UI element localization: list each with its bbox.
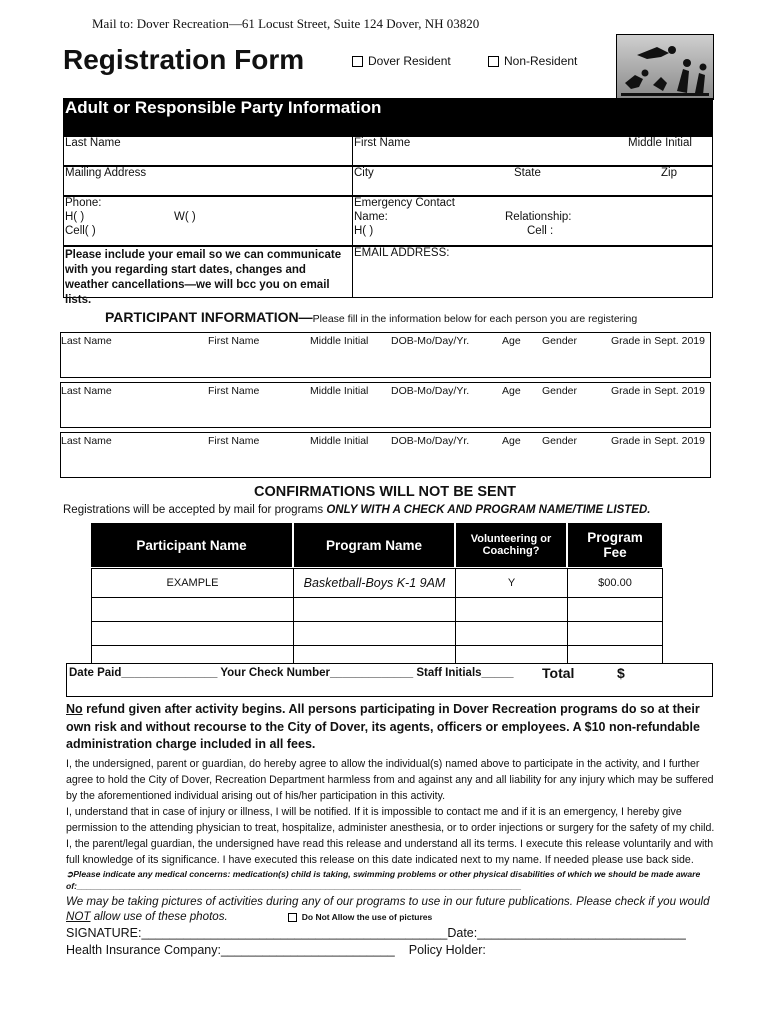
release-paragraph-2: I, understand that in case of injury or illness, I will be notified. If it is impossible to contact me and if it is an emergency, I hereby give permission to the attending physician to treat, hospitalize, administer anesthesia, or to order injections or surgery for the safety of my child.: [66, 805, 715, 834]
col-first-name: First Name: [208, 435, 260, 447]
medical-concerns: [66, 868, 720, 892]
program-row-2-volunteering[interactable]: [455, 621, 568, 646]
email-address-label: EMAIL ADDRESS:: [354, 247, 450, 259]
email-note: Please include your email so we can communicate with you regarding start dates, changes and weather cancellations—we will bcc you on email lists.: [65, 249, 342, 306]
photo-release-rest: allow use of these photos.: [90, 909, 228, 923]
city-label: City: [354, 167, 374, 179]
mailing-address-label: Mailing Address: [65, 167, 147, 179]
state-label: State: [514, 167, 541, 179]
emergency-contact-label: Emergency Contact: [354, 197, 455, 209]
page-title: Registration Form: [63, 44, 305, 75]
first-name-label: First Name: [354, 137, 411, 149]
participant-heading-note: Please fill in the information below for each person you are registering: [312, 313, 638, 325]
phone-work-label: W( ): [174, 211, 196, 223]
col-age: Age: [502, 335, 521, 347]
photo-release: [66, 894, 720, 925]
office-use-box: [66, 663, 713, 697]
photo-opt-out-checkbox[interactable]: [288, 913, 297, 922]
policy-holder-label: Policy Holder:: [408, 942, 486, 957]
emergency-name-label: Name:: [354, 211, 388, 223]
adult-section-heading: [63, 98, 713, 136]
confirmations-note-text: Registrations will be accepted by mail for programs: [63, 504, 327, 516]
emergency-cell-label: Cell :: [527, 225, 554, 237]
example-fee-cell: $00.00: [567, 568, 663, 598]
col-dob: DOB-Mo/Day/Yr.: [391, 385, 470, 397]
col-gender: Gender: [542, 435, 578, 447]
medical-concerns-text: Please indicate any medical concerns: medication(s) child is taking, swimming problems or other physical disabilities of which we should be made aware of:_____________________________________________________________________________________________: [66, 868, 701, 891]
emergency-contact-field[interactable]: [352, 196, 713, 246]
program-row-3-lines[interactable]: [91, 645, 663, 663]
column-divider: [567, 645, 568, 663]
refund-policy: [66, 701, 720, 754]
col-middle-initial: Middle Initial: [310, 335, 369, 347]
col-last-name: Last Name: [61, 435, 112, 447]
program-row-2-participant[interactable]: [91, 621, 294, 646]
last-name-label: Last Name: [65, 137, 121, 149]
phone-cell-label: Cell( ): [65, 225, 96, 237]
nonresident-checkbox[interactable]: [488, 56, 499, 67]
release-paragraph-1: I, the undersigned, parent or guardian, do hereby agree to allow the individual(s) named above to participate in the activity, and I further agree to hold the City of Dover, Recreation Department harmless from and against any and all liability for any injury which may be suffered by the aforementioned individual arising out of his/her participation in this activity.: [66, 757, 714, 802]
program-row-1-program[interactable]: [293, 597, 456, 622]
photo-opt-out[interactable]: [288, 912, 433, 922]
athletes-silhouette-icon: [617, 35, 713, 99]
mailing-address-field[interactable]: [63, 166, 353, 196]
column-divider: [293, 645, 294, 663]
dover-resident-label: Dover Resident: [368, 54, 451, 68]
col-gender: Gender: [542, 385, 578, 397]
example-volunteering-cell: Y: [455, 568, 568, 598]
dover-resident-checkbox[interactable]: [352, 56, 363, 67]
col-middle-initial: Middle Initial: [310, 385, 369, 397]
program-row-1-volunteering[interactable]: [455, 597, 568, 622]
participant-row-3[interactable]: [60, 432, 711, 478]
program-row-2-fee[interactable]: [567, 621, 663, 646]
zip-label: Zip: [661, 167, 677, 179]
col-last-name: Last Name: [61, 385, 112, 397]
confirmations-note: [63, 504, 650, 516]
participant-section-heading: [105, 309, 637, 327]
column-divider: [455, 645, 456, 663]
header-participant-name: Participant Name: [91, 523, 292, 567]
email-address-field[interactable]: [352, 246, 713, 298]
col-grade: Grade in Sept. 2019: [611, 335, 705, 347]
total-dollar-sign: $: [617, 665, 625, 681]
city-state-zip-field[interactable]: [352, 166, 713, 196]
photo-opt-out-label: Do Not Allow the use of pictures: [301, 911, 433, 922]
col-age: Age: [502, 385, 521, 397]
col-first-name: First Name: [208, 335, 260, 347]
phone-field[interactable]: [63, 196, 353, 246]
middle-initial-label: Middle Initial: [628, 137, 692, 149]
header-volunteering: Volunteering or Coaching?: [456, 523, 566, 567]
program-row-1-participant[interactable]: [91, 597, 294, 622]
confirmations-heading: CONFIRMATIONS WILL NOT BE SENT: [253, 484, 517, 500]
adult-section-title: Adult or Responsible Party Information: [65, 98, 382, 117]
header-program-name: Program Name: [294, 523, 454, 567]
signature-line[interactable]: SIGNATURE:____________________________________________Date:______________________________: [66, 925, 686, 940]
email-note-box: [63, 246, 353, 306]
total-label: Total: [542, 665, 575, 681]
phone-label: Phone:: [65, 197, 102, 209]
participant-heading: PARTICIPANT INFORMATION—: [105, 309, 313, 325]
photo-release-not: NOT: [66, 909, 91, 923]
header-program-fee: Program Fee: [568, 523, 662, 567]
participant-row-1[interactable]: [60, 332, 711, 378]
first-name-field[interactable]: [352, 136, 713, 166]
program-row-1-fee[interactable]: [567, 597, 663, 622]
insurance-company-label: Health Insurance Company:_________________________: [66, 942, 395, 957]
payment-line: Date Paid_______________ Your Check Number_____________ Staff Initials_____: [69, 667, 514, 679]
relationship-label: Relationship:: [505, 211, 572, 223]
last-name-field[interactable]: [63, 136, 353, 166]
phone-home-label: H( ): [65, 211, 85, 223]
arrow-icon: ➲: [66, 868, 74, 879]
col-grade: Grade in Sept. 2019: [611, 385, 705, 397]
col-grade: Grade in Sept. 2019: [611, 435, 705, 447]
program-row-2-program[interactable]: [293, 621, 456, 646]
col-dob: DOB-Mo/Day/Yr.: [391, 435, 470, 447]
col-first-name: First Name: [208, 385, 260, 397]
refund-no: No: [66, 702, 83, 716]
mailing-address-line: Mail to: Dover Recreation—61 Locust Street, Suite 124 Dover, NH 03820: [92, 16, 480, 31]
dover-resident-option[interactable]: [352, 54, 451, 68]
confirmations-note-emphasis: ONLY WITH A CHECK AND PROGRAM NAME/TIME LISTED.: [326, 504, 651, 516]
photo-release-text: We may be taking pictures of activities during any of our programs to use in our future publications. Please check if you would: [66, 894, 710, 908]
col-middle-initial: Middle Initial: [310, 435, 369, 447]
insurance-line[interactable]: [66, 941, 720, 959]
example-participant-cell: EXAMPLE: [91, 568, 294, 598]
participant-row-2[interactable]: [60, 382, 711, 428]
col-dob: DOB-Mo/Day/Yr.: [391, 335, 470, 347]
recreation-logo: [616, 34, 714, 100]
example-program-cell: Basketball-Boys K-1 9AM: [293, 568, 456, 598]
col-gender: Gender: [542, 335, 578, 347]
nonresident-label: Non-Resident: [504, 54, 578, 68]
legal-section: [66, 701, 720, 959]
nonresident-option[interactable]: [488, 54, 577, 68]
emergency-home-label: H( ): [354, 225, 374, 237]
refund-text: refund given after activity begins. All persons participating in Dover Recreation programs do so at their own risk and without recourse to the City of Dover, its agents, officers or employees. A $10 non-refundable administration charge included in all fees.: [66, 702, 700, 751]
col-last-name: Last Name: [61, 335, 112, 347]
release-paragraph-3: I, the parent/legal guardian, the undersigned have read this release and understand all its terms. I execute this release voluntarily and with full knowledge of its significance. I have executed this release on this date indicated next to my name. If needed please use back side.: [66, 837, 714, 866]
col-age: Age: [502, 435, 521, 447]
